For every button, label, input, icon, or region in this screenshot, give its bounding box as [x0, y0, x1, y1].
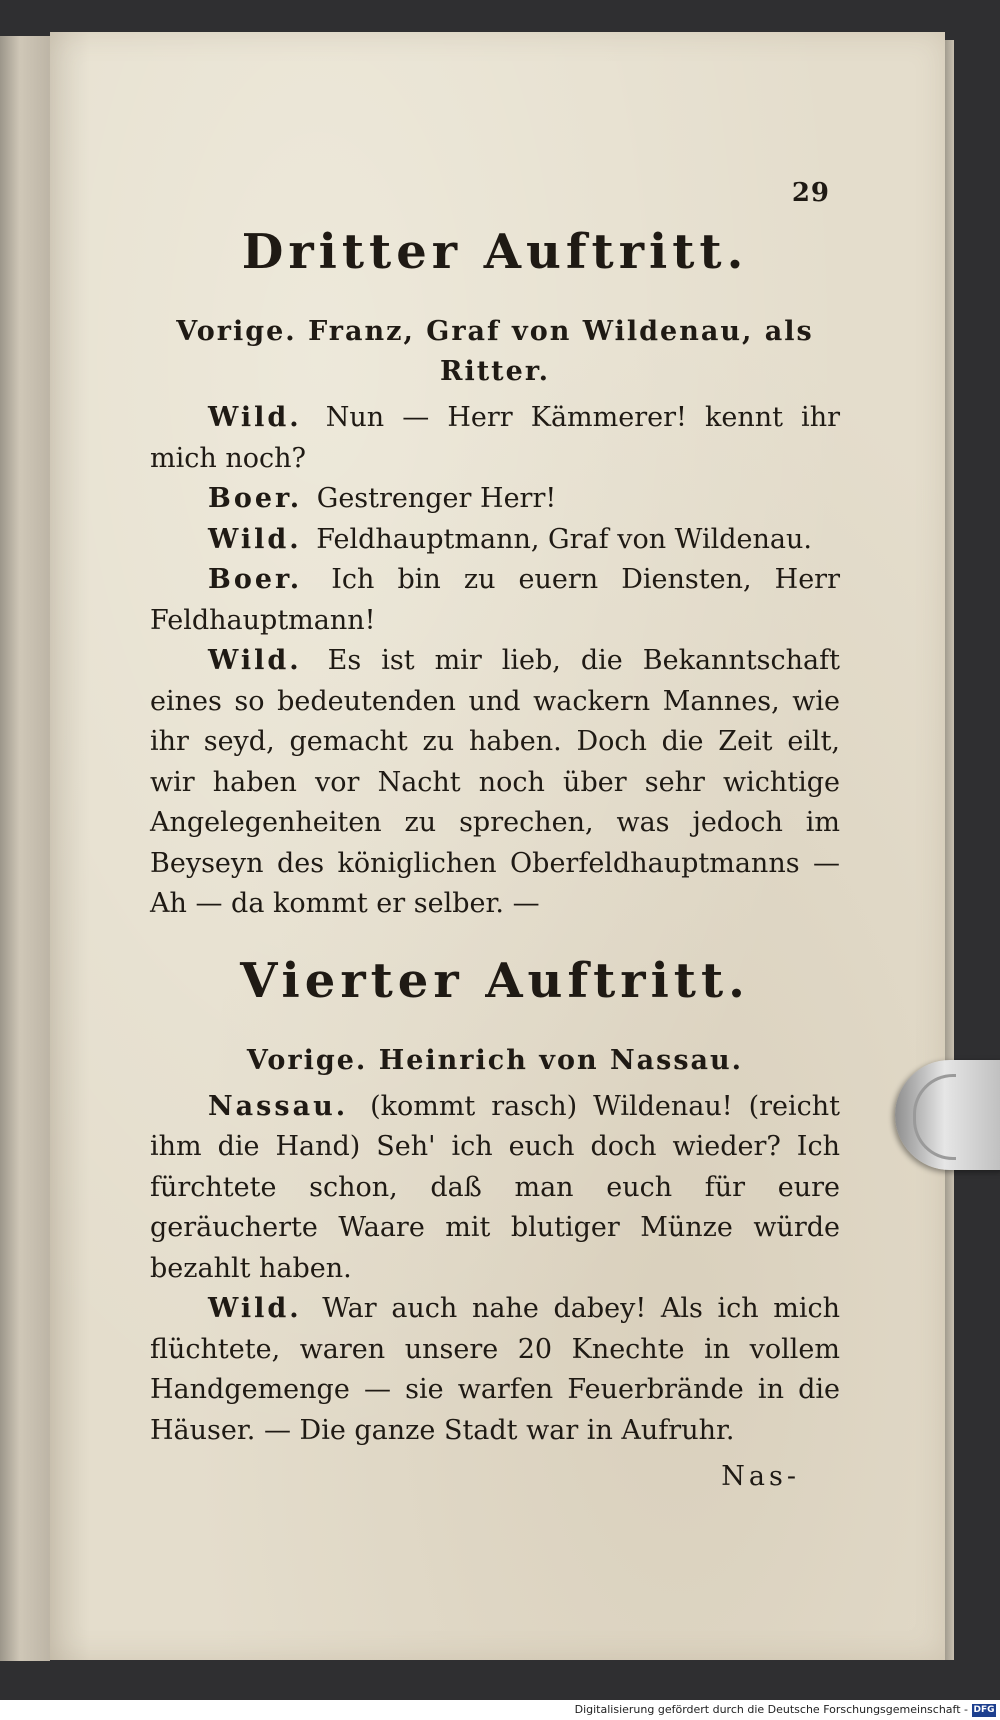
dialogue-line [150, 641, 840, 925]
dialogue-text: Gestrenger Herr! [316, 483, 557, 514]
speaker-name: Nassau. [208, 1090, 349, 1122]
dialogue-line [150, 1289, 840, 1451]
dialogue-text: War auch nahe dabey! Als ich mich flüchtete, waren unsere 20 Knechte in vollem Handgemenge — sie warfen Feuerbrände in die Häuser. — Die ganze Stadt war in Aufruhr. [150, 1293, 840, 1446]
speaker-name: Wild. [208, 523, 302, 555]
book-page [50, 32, 945, 1660]
page-content [150, 162, 840, 1492]
speaker-name: Wild. [208, 1293, 302, 1324]
previous-page-edge [0, 36, 50, 1661]
speaker-name: Wild. [208, 645, 302, 676]
scene-3-stage-direction: Vorige. Franz, Graf von Wildenau, als Ritter. [176, 316, 814, 387]
speaker-name: Boer. [208, 564, 303, 595]
dialogue-text: Nun — Herr Kämmerer! kennt ihr mich noch? [150, 402, 840, 474]
footer-credit-text: Digitalisierung gefördert durch die Deutsche Forschungsgemeinschaft - [574, 1703, 968, 1716]
scene-4-stage-direction: Vorige. Heinrich von Nassau. [246, 1044, 744, 1076]
dialogue-line [150, 479, 840, 520]
dialogue-text: Feldhauptmann, Graf von Wildenau. [316, 523, 812, 555]
dfg-logo-icon: DFG [973, 1704, 995, 1715]
dialogue-line [150, 398, 840, 479]
speaker-name: Wild. [208, 402, 302, 433]
scene-4-heading: Vierter Auftritt. [240, 952, 750, 1009]
dialogue-line [150, 560, 840, 641]
dialogue-text: Ich bin zu euern Diensten, Herr Feldhauptmann! [150, 564, 840, 636]
dialogue-text: (kommt rasch) Wildenau! (reicht ihm die Hand) Seh' ich euch doch wieder? Ich fürchtete schon, daß man euch für eure geräucherte Waare mit blutiger Münze würde bezahlt haben. [150, 1090, 840, 1284]
speaker-name: Boer. [208, 483, 303, 514]
digitization-footer [0, 1700, 1000, 1720]
page-clip-marker [895, 1060, 1000, 1170]
catchword: Nas- [721, 1461, 800, 1492]
dialogue-line [150, 1087, 840, 1290]
page-number: 29 [791, 178, 830, 208]
scene-3-heading: Dritter Auftritt. [241, 224, 749, 280]
dialogue-text: Es ist mir lieb, die Bekanntschaft eines so bedeutenden und wackern Mannes, wie ihr seyd, gemacht zu haben. Doch die Zeit eilt, wir haben vor Nacht noch über sehr wichtige Angelegenheiten zu sprechen, was jedoch im Beyseyn des königlichen Oberfeldhauptmanns — Ah — da kommt er selber. — [150, 645, 840, 919]
dialogue-line [150, 520, 840, 561]
